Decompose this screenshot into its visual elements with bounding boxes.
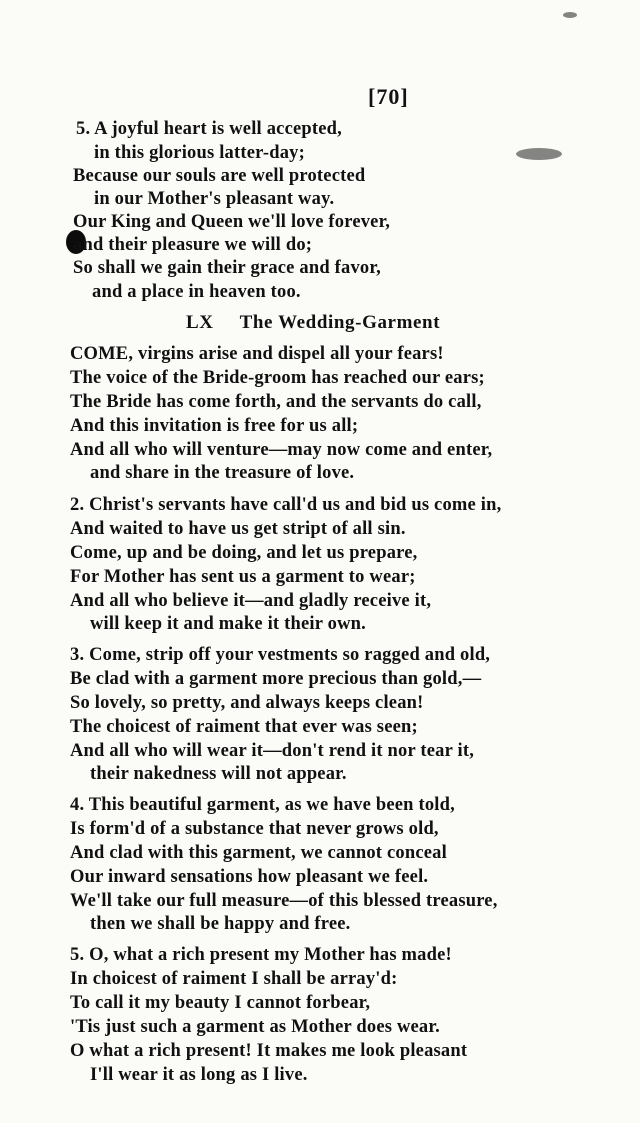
verse-line: In choicest of raiment I shall be array'd:: [70, 969, 398, 989]
verse-line: And all who believe it—and gladly receive it,: [70, 591, 432, 611]
verse-line: The Bride has come forth, and the servants do call,: [70, 392, 482, 412]
verse-line: The choicest of raiment that ever was seen;: [70, 717, 418, 737]
verse-line: COME, virgins arise and dispel all your fears!: [70, 344, 444, 364]
verse-line: And clad with this garment, we cannot conceal: [70, 843, 447, 863]
page-number: [70]: [368, 84, 409, 109]
verse-line: their nakedness will not appear.: [90, 764, 347, 784]
verse-line: So shall we gain their grace and favor,: [73, 258, 381, 278]
verse-line: 'Tis just such a garment as Mother does wear.: [70, 1017, 440, 1037]
verse-line: will keep it and make it their own.: [90, 614, 366, 634]
verse-line: then we shall be happy and free.: [90, 914, 351, 934]
verse-line: in this glorious latter-day;: [94, 143, 305, 163]
verse-line: I'll wear it as long as I live.: [90, 1065, 308, 1085]
verse-line: The voice of the Bride-groom has reached our ears;: [70, 368, 485, 388]
verse-line: To call it my beauty I cannot forbear,: [70, 993, 371, 1013]
verse-line: And this invitation is free for us all;: [70, 416, 359, 436]
verse-line: And all who will venture—may now come and enter,: [70, 440, 493, 460]
hymn-number: LX: [186, 312, 214, 333]
verse-line: For Mother has sent us a garment to wear;: [70, 567, 416, 587]
verse-line: Come, up and be doing, and let us prepare,: [70, 543, 418, 563]
verse-line: 2. Christ's servants have call'd us and bid us come in,: [70, 495, 502, 515]
hymn-title: The Wedding-Garment: [239, 312, 441, 333]
verse-line: 3. Come, strip off your vestments so ragged and old,: [70, 645, 491, 665]
verse-line: 5. A joyful heart is well accepted,: [76, 119, 342, 139]
verse-line: So lovely, so pretty, and always keeps clean!: [70, 693, 424, 713]
verse-line: Is form'd of a substance that never grows old,: [70, 819, 439, 839]
verse-line: 4. This beautiful garment, as we have been told,: [70, 795, 455, 815]
verse-line: Our King and Queen we'll love forever,: [73, 212, 391, 232]
ink-smudge: [516, 148, 562, 160]
ink-smudge: [563, 12, 577, 18]
verse-line: And all who will wear it—don't rend it nor tear it,: [70, 741, 475, 761]
verse-line: And waited to have us get stript of all sin.: [70, 519, 406, 539]
verse-line: We'll take our full measure—of this blessed treasure,: [70, 891, 498, 911]
hymn-heading: [186, 312, 440, 334]
verse-line: and a place in heaven too.: [92, 282, 301, 302]
verse-line: and their pleasure we will do;: [73, 235, 313, 255]
verse-line: Because our souls are well protected: [73, 166, 366, 186]
verse-line: and share in the treasure of love.: [90, 463, 355, 483]
verse-line: Our inward sensations how pleasant we feel.: [70, 867, 429, 887]
verse-line: O what a rich present! It makes me look pleasant: [70, 1041, 468, 1061]
verse-line: in our Mother's pleasant way.: [94, 189, 335, 209]
verse-line: Be clad with a garment more precious than gold,—: [70, 669, 482, 689]
verse-line: 5. O, what a rich present my Mother has made!: [70, 945, 452, 965]
